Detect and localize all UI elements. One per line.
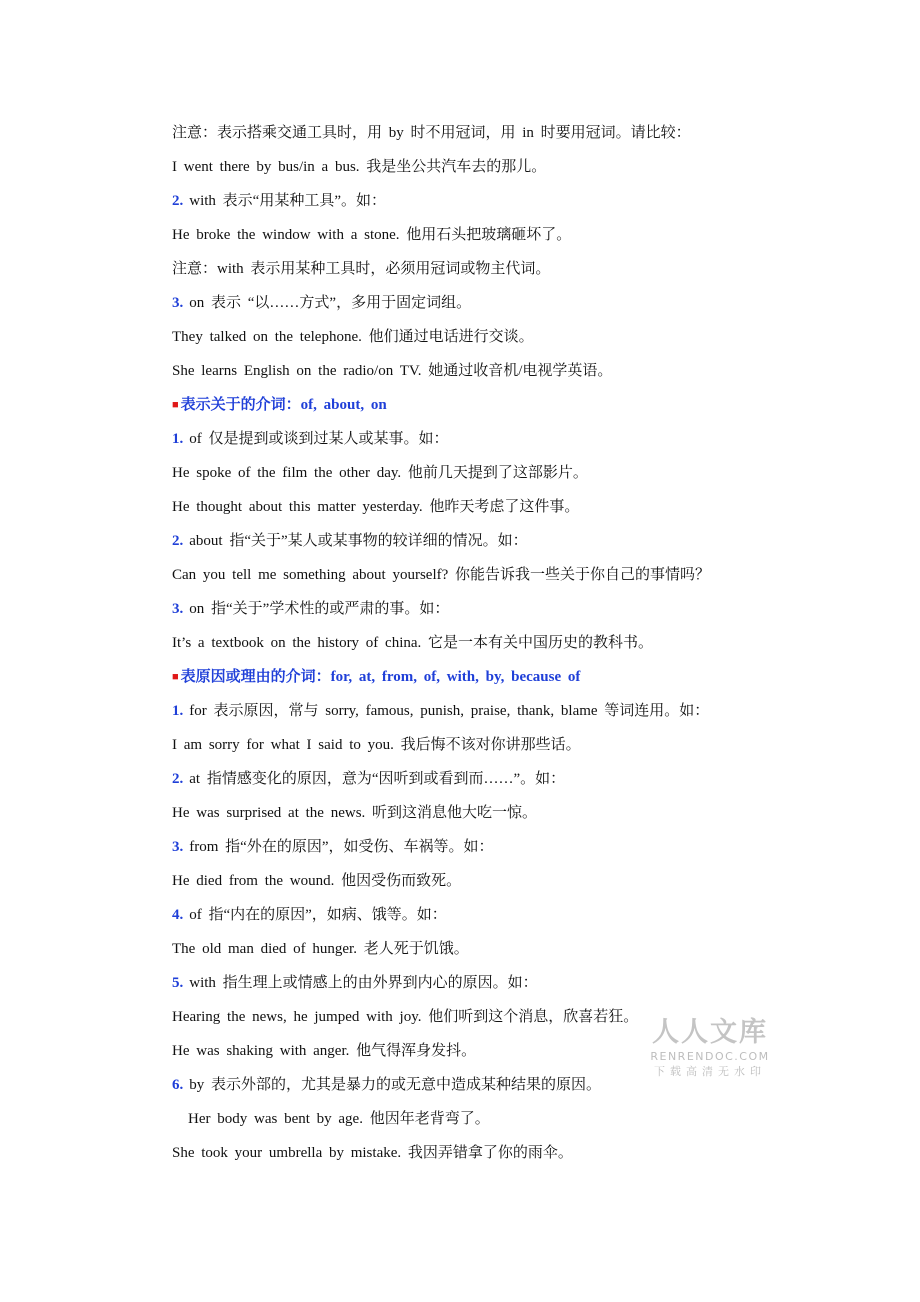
line-text: He spoke of the film the other day. 他前几天提到了这部影片。 (172, 465, 588, 481)
line-text: by 表示外部的，尤其是暴力的或无意中造成某种结果的原因。 (189, 1077, 602, 1093)
line-text: She learns English on the radio/on TV. 她通过收音机/电视学英语。 (172, 363, 613, 379)
square-bullet-icon: ■ (172, 399, 179, 411)
text-line (172, 223, 772, 257)
watermark-domain: RENRENDOC.COM (650, 1050, 770, 1063)
numbered-item (172, 291, 772, 325)
line-text: Her body was bent by age. 他因年老背弯了。 (188, 1111, 490, 1127)
item-number: 3. (172, 839, 184, 855)
section-heading (172, 665, 772, 699)
numbered-item (172, 699, 772, 733)
line-text: It’s a textbook on the history of china. 它是一本有关中国历史的教科书。 (172, 635, 654, 651)
line-text: 注意：with 表示用某种工具时，必须用冠词或物主代词。 (172, 261, 551, 277)
line-text: 表原因或理由的介词：for, at, from, of, with, by, because of (180, 669, 581, 685)
item-number: 4. (172, 907, 184, 923)
line-text: She took your umbrella by mistake. 我因弄错拿了你的雨伞。 (172, 1145, 573, 1161)
numbered-item (172, 767, 772, 801)
item-number: 5. (172, 975, 184, 991)
item-number: 6. (172, 1077, 184, 1093)
line-text: on 指“关于”学术性的或严肃的事。如： (189, 601, 450, 617)
numbered-item (172, 427, 772, 461)
text-line (172, 937, 772, 971)
section-heading (172, 393, 772, 427)
line-text: Hearing the news, he jumped with joy. 他们听到这个消息，欣喜若狂。 (172, 1009, 639, 1025)
numbered-item (172, 529, 772, 563)
text-line (172, 495, 772, 529)
text-line (172, 461, 772, 495)
watermark-title: 人人文库 (652, 1017, 768, 1048)
watermark-logo (648, 1016, 772, 1080)
line-text: with 指生理上或情感上的由外界到内心的原因。如： (189, 975, 538, 991)
line-text: with 表示“用某种工具”。如： (189, 193, 386, 209)
line-text: from 指“外在的原因”，如受伤、车祸等。如： (189, 839, 494, 855)
numbered-item (172, 971, 772, 1005)
square-bullet-icon: ■ (172, 671, 179, 683)
text-line (172, 563, 772, 597)
line-text: on 表示 “以……方式”，多用于固定词组。 (189, 295, 472, 311)
numbered-item (172, 189, 772, 223)
line-text: I am sorry for what I said to you. 我后悔不该对你讲那些话。 (172, 737, 581, 753)
text-line (172, 359, 772, 393)
numbered-item (172, 597, 772, 631)
line-text: of 仅是提到或谈到过某人或某事。如： (189, 431, 449, 447)
line-text: for 表示原因，常与 sorry, famous, punish, praise, thank, blame 等词连用。如： (189, 703, 710, 719)
text-line (172, 257, 772, 291)
item-number: 3. (172, 295, 184, 311)
text-line (172, 155, 772, 189)
item-number: 1. (172, 703, 184, 719)
line-text: Can you tell me something about yourself? 你能告诉我一些关于你自己的事情吗？ (172, 567, 711, 583)
numbered-item (172, 835, 772, 869)
line-text: He died from the wound. 他因受伤而致死。 (172, 873, 462, 889)
line-text: of 指“内在的原因”，如病、饿等。如： (189, 907, 447, 923)
line-text: He was shaking with anger. 他气得浑身发抖。 (172, 1043, 477, 1059)
text-line (172, 1141, 772, 1175)
line-text: He thought about this matter yesterday. 他昨天考虑了这件事。 (172, 499, 580, 515)
text-line (172, 631, 772, 665)
text-line (172, 801, 772, 835)
line-text: They talked on the telephone. 他们通过电话进行交谈。 (172, 329, 534, 345)
item-number: 2. (172, 193, 184, 209)
item-number: 3. (172, 601, 184, 617)
text-line (172, 1107, 772, 1141)
text-line (172, 869, 772, 903)
item-number: 2. (172, 771, 184, 787)
line-text: He was surprised at the news. 听到这消息他大吃一惊。 (172, 805, 538, 821)
text-line (172, 325, 772, 359)
watermark-slogan: 下载高清无水印 (654, 1065, 766, 1078)
line-text: 注意：表示搭乘交通工具时，用 by 时不用冠词，用 in 时要用冠词。请比较： (172, 125, 691, 141)
numbered-item (172, 903, 772, 937)
line-text: He broke the window with a stone. 他用石头把玻璃砸坏了。 (172, 227, 572, 243)
line-text: at 指情感变化的原因，意为“因听到或看到而……”。如： (189, 771, 566, 787)
item-number: 2. (172, 533, 184, 549)
line-text: about 指“关于”某人或某事物的较详细的情况。如： (189, 533, 528, 549)
line-text: 表示关于的介词：of, about, on (180, 397, 387, 413)
text-line (172, 733, 772, 767)
line-text: I went there by bus/in a bus. 我是坐公共汽车去的那儿。 (172, 159, 547, 175)
item-number: 1. (172, 431, 184, 447)
line-text: The old man died of hunger. 老人死于饥饿。 (172, 941, 469, 957)
text-line (172, 121, 772, 155)
